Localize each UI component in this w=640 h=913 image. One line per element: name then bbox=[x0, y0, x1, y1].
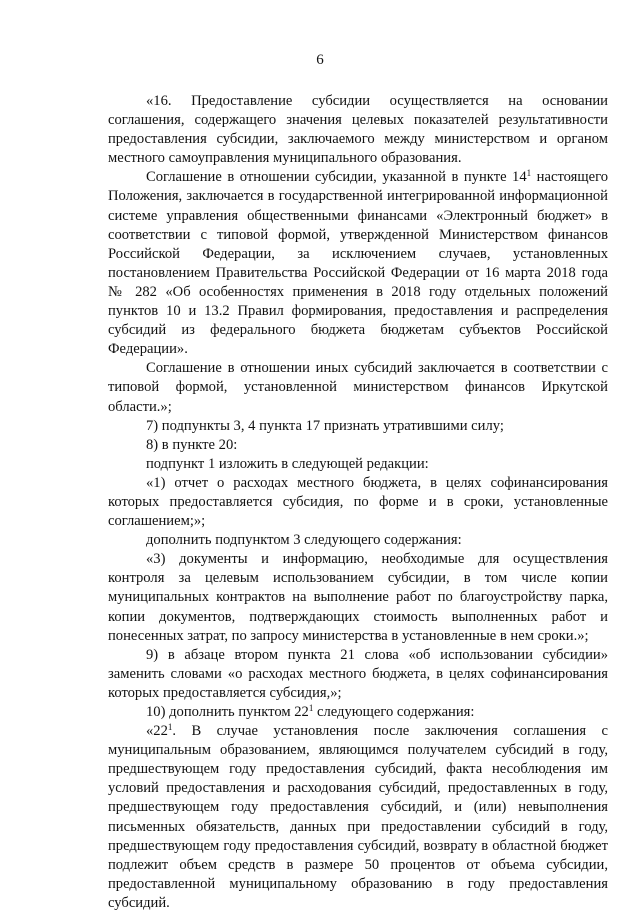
paragraph-text: 8) в пункте 20: bbox=[146, 436, 238, 453]
paragraph-text: 7) подпункты 3, 4 пункта 17 признать утратившими силу; bbox=[146, 417, 504, 434]
paragraph-text: «1) отчет о расходах местного бюджета, в целях софинансирования которых предоставляется субсидия, по форме и в сроки, установленные соглашением;»; bbox=[108, 474, 608, 530]
paragraph-text: 9) в абзаце втором пункта 21 слова «об использовании субсидии» заменить словами «о расходах местного бюджета, в целях софинансирования которых предоставляется субсидия,»; bbox=[108, 646, 608, 701]
paragraph-text: Соглашение в отношении субсидии, указанной в пункте 14 bbox=[146, 169, 527, 186]
paragraph-text: настоящего Положения, заключается в государственной интегрированной информационной системе управления общественными финансами «Электронный бюджет» в соответствии с типовой формой, утвержденной Министерством финансов Российской Федерации, за исключением случаев, установленных постановлением Правительства Российской Федерации от 16 марта 2018 года № 282 «Об особенностях применения в 2018 году отдельных положений пунктов 10 и 13.2 Правил формирования, предоставления и распределения субсидий из федерального бюджета бюджетам субъектов Российской Федерации». bbox=[108, 169, 608, 358]
superscript-mark: 1 bbox=[167, 722, 173, 733]
paragraph bbox=[108, 92, 608, 168]
document-body bbox=[108, 92, 608, 913]
paragraph-text: подпункт 1 изложить в следующей редакции: bbox=[146, 455, 429, 472]
paragraph-text: Соглашение в отношении иных субсидий заключается в соответствии с типовой формой, установленной министерством финансов Иркутской области.»; bbox=[108, 360, 608, 415]
paragraph bbox=[108, 359, 608, 416]
paragraph bbox=[108, 531, 608, 550]
paragraph bbox=[108, 646, 608, 703]
paragraph-text: «3) документы и информацию, необходимые для осуществления контроля за целевым использованием субсидии, в том числе копии муниципальных контрактов на выполнение работ по благоустройству парка, копии документов, подтверждающих стоимость выполненных работ и понесенных затрат, по запросу министерства в установленные в нем сроки.»; bbox=[108, 551, 608, 644]
superscript-mark: 1 bbox=[526, 168, 532, 179]
paragraph bbox=[108, 168, 608, 359]
superscript-mark: 1 bbox=[308, 703, 314, 713]
paragraph bbox=[108, 474, 608, 531]
paragraph bbox=[108, 455, 608, 474]
paragraph-text: дополнить подпунктом 3 следующего содержания: bbox=[146, 532, 462, 549]
paragraph bbox=[108, 722, 608, 913]
paragraph bbox=[108, 550, 608, 645]
paragraph bbox=[108, 436, 608, 455]
paragraph-text: «16. Предоставление субсидии осуществляется на основании соглашения, содержащего значения целевых показателей результативности предоставления субсидии, заключаемого между министерством и органом местного самоуправления муниципального образования. bbox=[108, 93, 608, 167]
paragraph-text: . В случае установления после заключения соглашения с муниципальным образованием, являющимся получателем субсидий в году, предшествующем году предоставления субсидий, факта несоблюдения им условий предоставления и расходования субсидий, предоставленных в году, предшествующем году предоставления субсидий, и (или) невыполнения письменных обязательств, данных при предоставлении субсидий в году, предшествующем году предоставления субсидий, возврату в областной бюджет подлежит объем средств в размере 50 процентов от объема субсидии, предоставленной муниципальному образованию в году предоставления субсидий. bbox=[108, 723, 608, 911]
page-number: 6 bbox=[316, 52, 324, 68]
paragraph-text: 10) дополнить пунктом 22 bbox=[146, 704, 309, 720]
paragraph bbox=[108, 417, 608, 436]
paragraph-text: «22 bbox=[146, 723, 168, 740]
paragraph bbox=[108, 703, 608, 722]
paragraph-text: следующего содержания: bbox=[313, 704, 475, 720]
